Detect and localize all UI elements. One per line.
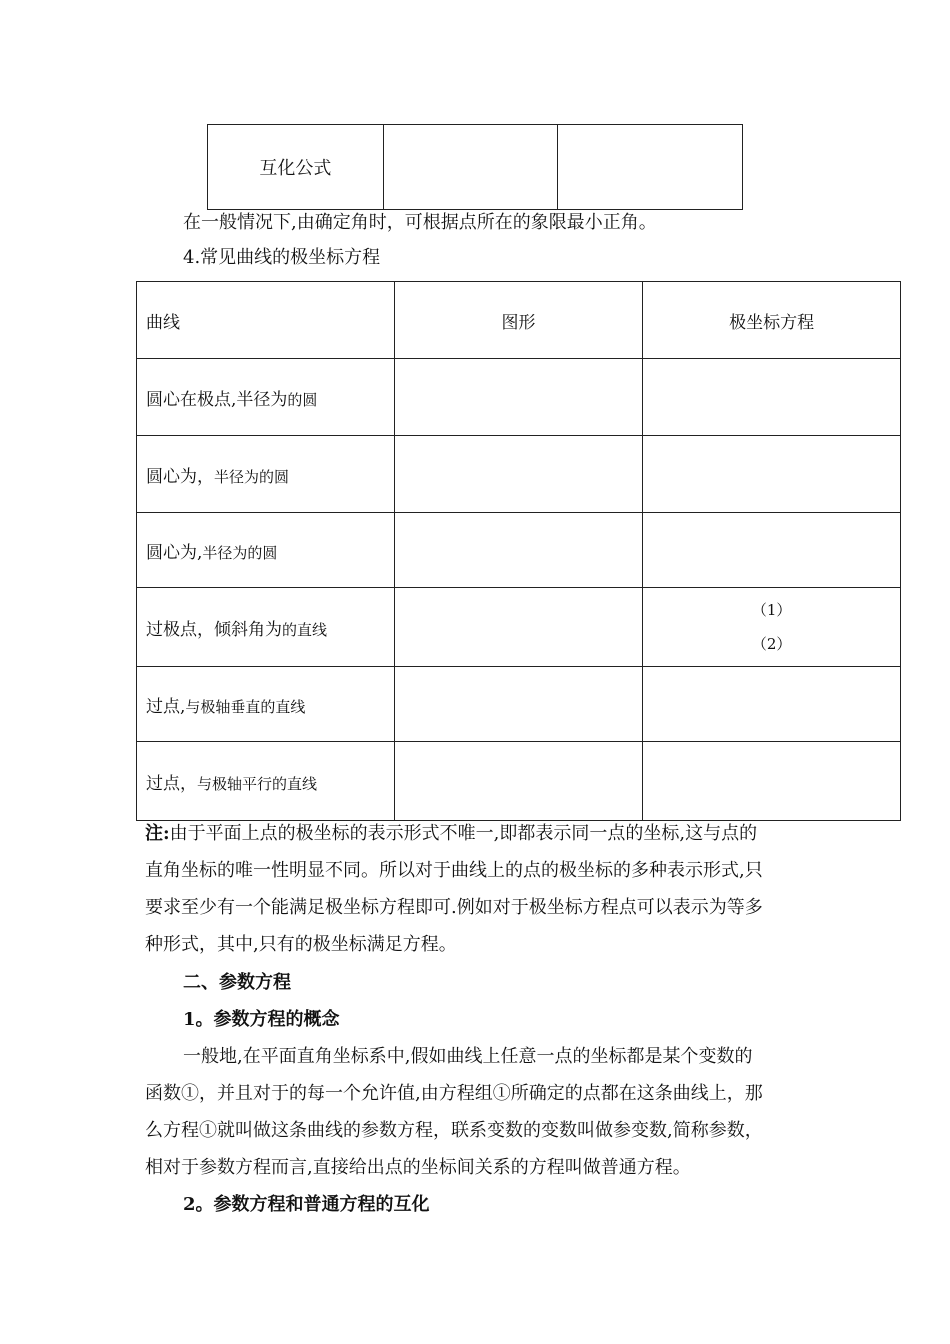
conversion-formula-table: [207, 124, 743, 210]
table-cell: [558, 125, 743, 210]
figure-cell: [394, 436, 643, 513]
note-text: 由于平面上点的极坐标的表示形式不唯一,即都表示同一点的坐标,这与点的: [169, 823, 758, 844]
paragraph-line-4: 相对于参数方程而言,直接给出点的坐标间关系的方程叫做普通方程。: [145, 1157, 691, 1178]
equation-cell: [643, 588, 901, 667]
figure-cell: [394, 667, 643, 742]
table-header-row: [137, 282, 901, 359]
curve-name: 圆心为，: [146, 466, 214, 487]
curve-name-suffix: 的圆: [287, 390, 318, 409]
equation-cell: [643, 359, 901, 436]
paragraph-line-2: 函数①，并且对于的每一个允许值,由方程组①所确定的点都在这条曲线上，那: [145, 1083, 763, 1104]
equation-cell: [643, 667, 901, 742]
curve-name-cell: [137, 359, 395, 436]
curve-name-cell: [137, 436, 395, 513]
equation-label-1: （1）: [751, 601, 792, 619]
curve-name: 过极点，倾斜角为: [146, 619, 282, 640]
curve-name-cell: [137, 513, 395, 588]
equation-label-2: （2）: [751, 635, 792, 653]
header-polar-equation: 极坐标方程: [643, 282, 901, 359]
table-row: [137, 742, 901, 821]
curve-name-suffix: 的直线: [282, 620, 328, 639]
curve-name-suffix: 与极轴平行的直线: [197, 774, 318, 793]
curve-name: 过点，: [146, 773, 197, 794]
table-row: [137, 436, 901, 513]
paragraph-line-3: 么方程①就叫做这条曲线的参数方程，联系变数的变数叫做参变数,简称参数，: [145, 1120, 763, 1141]
table-row: [137, 359, 901, 436]
equation-cell: [643, 436, 901, 513]
header-curve: 曲线: [137, 282, 395, 359]
table-cell-label: 互化公式: [208, 125, 384, 210]
polar-curve-table: [136, 281, 901, 821]
curve-name: 圆心为,: [146, 542, 203, 563]
curve-name-suffix: 半径为的圆: [202, 543, 278, 562]
curve-name: 圆心在极点,半径为: [146, 389, 288, 410]
section-2-title: 二、参数方程: [183, 972, 291, 993]
table-row: [208, 125, 743, 210]
subsection-2-title: 2。参数方程和普通方程的互化: [183, 1194, 430, 1215]
curve-name-cell: [137, 742, 395, 821]
note-label: 注:: [145, 823, 170, 844]
curve-name: 过点,: [146, 696, 186, 717]
note-line-4: 种形式，其中,只有的极坐标满足方程。: [145, 934, 457, 955]
figure-cell: [394, 742, 643, 821]
section-4-title: 4.常见曲线的极坐标方程: [183, 247, 381, 268]
figure-cell: [394, 359, 643, 436]
equation-cell: [643, 513, 901, 588]
table-row: [137, 588, 901, 667]
angle-determination-note: 在一般情况下,由确定角时，可根据点所在的象限最小正角。: [183, 212, 657, 233]
figure-cell: [394, 513, 643, 588]
table-cell: [383, 125, 558, 210]
subsection-1-title: 1。参数方程的概念: [183, 1009, 340, 1030]
curve-name-cell: [137, 588, 395, 667]
header-figure: 图形: [394, 282, 643, 359]
curve-name-suffix: 半径为的圆: [214, 467, 290, 486]
note-line-1: [145, 815, 757, 852]
table-row: [137, 667, 901, 742]
paragraph-line-1: 一般地,在平面直角坐标系中,假如曲线上任意一点的坐标都是某个变数的: [183, 1046, 753, 1067]
equation-cell: [643, 742, 901, 821]
note-line-2: 直角坐标的唯一性明显不同。所以对于曲线上的点的极坐标的多种表示形式,只: [145, 860, 763, 881]
table-row: [137, 513, 901, 588]
curve-name-cell: [137, 667, 395, 742]
note-line-3: 要求至少有一个能满足极坐标方程即可.例如对于极坐标方程点可以表示为等多: [145, 897, 763, 918]
curve-name-suffix: 与极轴垂直的直线: [185, 697, 306, 716]
figure-cell: [394, 588, 643, 667]
